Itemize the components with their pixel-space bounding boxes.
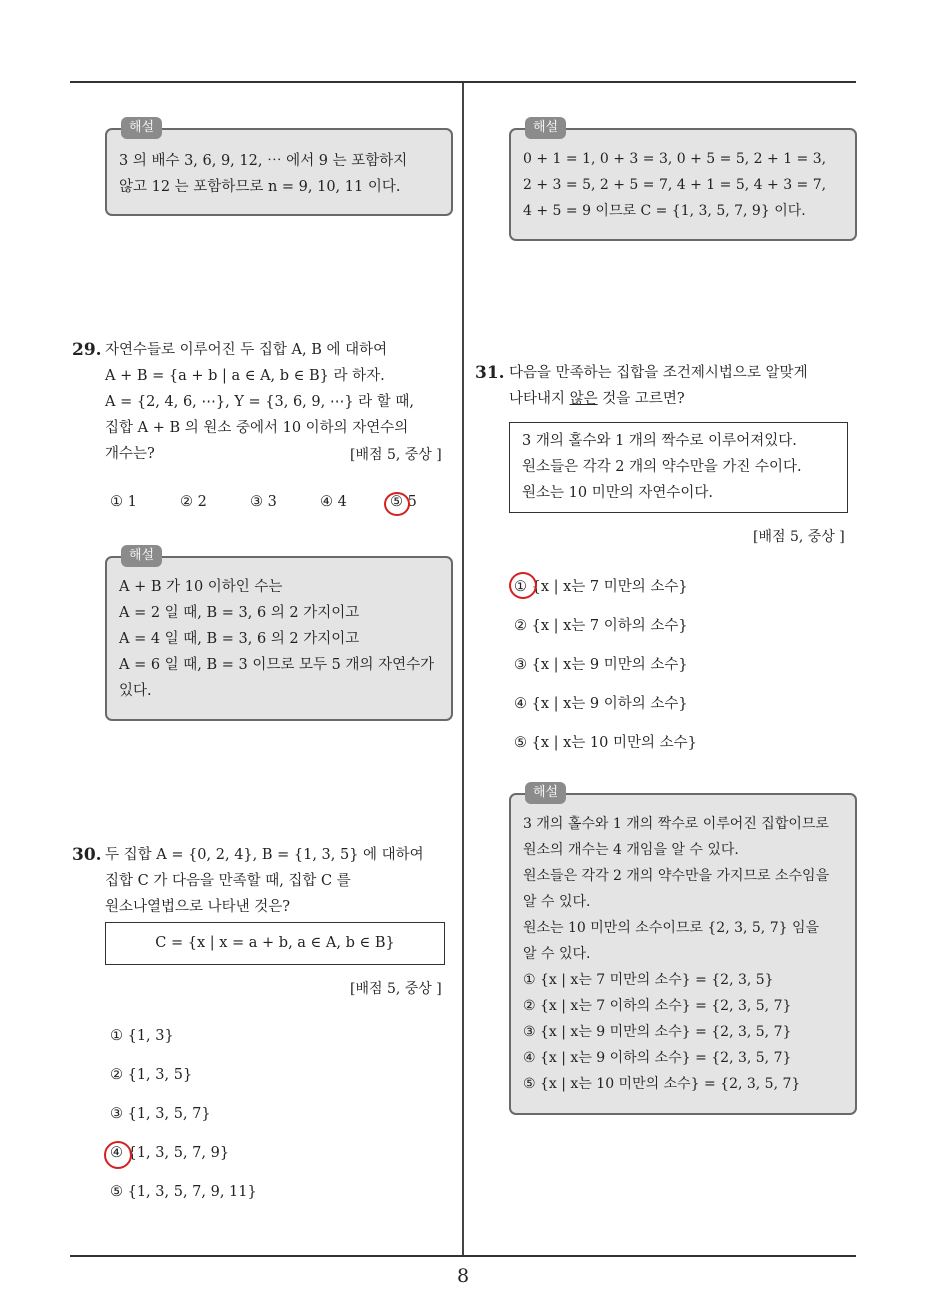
solution-tag: 해설 — [121, 117, 162, 139]
option-4[interactable]: ④ {x | x는 9 이하의 소수} — [514, 696, 688, 712]
solution-box-28 — [105, 120, 453, 216]
solution-line: 4 + 5 = 9 이므로 C = {1, 3, 5, 7, 9} 이다. — [523, 203, 806, 219]
question-line: 자연수들로 이루어진 두 집합 A, B 에 대하여 — [105, 342, 388, 358]
option-5[interactable]: ⑤ {1, 3, 5, 7, 9, 11} — [110, 1184, 257, 1200]
solution-line: ④ {x | x는 9 이하의 소수} = {2, 3, 5, 7} — [523, 1050, 792, 1066]
solution-line: 0 + 1 = 1, 0 + 3 = 3, 0 + 5 = 5, 2 + 1 = 3, — [523, 151, 827, 167]
question-number: 31. — [475, 363, 505, 383]
option-3[interactable]: ③ 3 — [250, 494, 277, 510]
score-label: [배점 5, 중상 ] — [350, 981, 442, 997]
solution-line: 원소는 10 미만의 소수이므로 {2, 3, 5, 7} 임을 — [523, 920, 820, 936]
question-31 — [475, 360, 808, 412]
question-line: 다음을 만족하는 집합을 조건제시법으로 알맞게 — [509, 365, 808, 381]
solution-line: 원소들은 각각 2 개의 약수만을 가지므로 소수임을 — [523, 868, 830, 884]
option-4[interactable]: ④ {1, 3, 5, 7, 9} — [110, 1145, 230, 1161]
solution-line: 3 개의 홀수와 1 개의 짝수로 이루어진 집합이므로 — [523, 816, 829, 832]
option-2[interactable]: ② {1, 3, 5} — [110, 1067, 193, 1083]
question-line: 두 집합 A = {0, 2, 4}, B = {1, 3, 5} 에 대하여 — [105, 847, 424, 863]
solution-line: ① {x | x는 7 미만의 소수} = {2, 3, 5} — [523, 972, 774, 988]
solution-tag: 해설 — [525, 782, 566, 804]
solution-tag: 해설 — [121, 545, 162, 567]
option-5[interactable]: ⑤ {x | x는 10 미만의 소수} — [514, 735, 697, 751]
solution-line: 않고 12 는 포함하므로 n = 9, 10, 11 이다. — [119, 179, 401, 195]
solution-line: ③ {x | x는 9 미만의 소수} = {2, 3, 5, 7} — [523, 1024, 792, 1040]
solution-line: ⑤ {x | x는 10 미만의 소수} = {2, 3, 5, 7} — [523, 1076, 801, 1092]
condition-line: 원소는 10 미만의 자연수이다. — [522, 485, 713, 501]
solution-line: 있다. — [119, 683, 152, 699]
solution-line: 3 의 배수 3, 6, 9, 12, ⋯ 에서 9 는 포함하지 — [119, 153, 408, 169]
score-label: [배점 5, 중상 ] — [753, 529, 845, 545]
solution-box-29 — [105, 548, 453, 721]
option-5[interactable]: ⑤ 5 — [390, 494, 417, 510]
solution-line: A + B 가 10 이하인 수는 — [119, 579, 283, 595]
option-1[interactable]: ① {x | x는 7 미만의 소수} — [514, 579, 688, 595]
question-line: A = {2, 4, 6, ⋯}, Y = {3, 6, 9, ⋯} 라 할 때, — [105, 394, 415, 410]
option-4[interactable]: ④ 4 — [320, 494, 347, 510]
condition-text: C = {x | x = a + b, a ∈ A, b ∈ B} — [155, 935, 395, 951]
question-line: A + B = {a + b | a ∈ A, b ∈ B} 라 하자. — [105, 368, 385, 384]
solution-line: A = 4 일 때, B = 3, 6 의 2 가지이고 — [119, 631, 360, 647]
option-2[interactable]: ② 2 — [180, 494, 207, 510]
option-2[interactable]: ② {x | x는 7 이하의 소수} — [514, 618, 688, 634]
solution-line: 알 수 있다. — [523, 894, 591, 910]
condition-line: 3 개의 홀수와 1 개의 짝수로 이루어져있다. — [522, 433, 797, 449]
solution-line: ② {x | x는 7 이하의 소수} = {2, 3, 5, 7} — [523, 998, 792, 1014]
answer-mark-circle — [104, 1141, 132, 1169]
question-number: 30. — [72, 845, 102, 865]
solution-line: 원소의 개수는 4 개임을 알 수 있다. — [523, 842, 739, 858]
question-line: 개수는? — [105, 446, 155, 462]
question-text: 나타내지 — [509, 391, 570, 407]
question-line: 집합 A + B 의 원소 중에서 10 이하의 자연수의 — [105, 420, 409, 436]
solution-line: 알 수 있다. — [523, 946, 591, 962]
option-3[interactable]: ③ {1, 3, 5, 7} — [110, 1106, 211, 1122]
solution-line: A = 6 일 때, B = 3 이므로 모두 5 개의 자연수가 — [119, 657, 435, 673]
option-1[interactable]: ① {1, 3} — [110, 1028, 174, 1044]
bottom-rule — [70, 1255, 856, 1257]
solution-line: A = 2 일 때, B = 3, 6 의 2 가지이고 — [119, 605, 360, 621]
question-30 — [72, 842, 424, 920]
option-3[interactable]: ③ {x | x는 9 미만의 소수} — [514, 657, 688, 673]
page-number: 8 — [456, 1265, 470, 1287]
answer-mark-circle — [509, 572, 537, 599]
solution-line: 2 + 3 = 5, 2 + 5 = 7, 4 + 1 = 5, 4 + 3 = 7, — [523, 177, 827, 193]
emphasis-text: 않은 — [569, 391, 598, 407]
question-line: 원소나열법으로 나타낸 것은? — [105, 899, 291, 915]
option-1[interactable]: ① 1 — [110, 494, 137, 510]
column-divider — [462, 83, 464, 1255]
condition-line: 원소들은 각각 2 개의 약수만을 가진 수이다. — [522, 459, 802, 475]
question-line: 집합 C 가 다음을 만족할 때, 집합 C 를 — [105, 873, 351, 889]
question-number: 29. — [72, 340, 102, 360]
answer-mark-circle — [384, 492, 410, 516]
score-label: [배점 5, 중상 ] — [350, 447, 442, 463]
condition-box — [105, 922, 445, 965]
condition-box — [509, 422, 848, 513]
question-text: 것을 고르면? — [597, 391, 685, 407]
solution-tag: 해설 — [525, 117, 566, 139]
solution-box-30 — [509, 120, 857, 241]
question-line — [509, 386, 808, 412]
solution-box-31 — [509, 785, 857, 1115]
